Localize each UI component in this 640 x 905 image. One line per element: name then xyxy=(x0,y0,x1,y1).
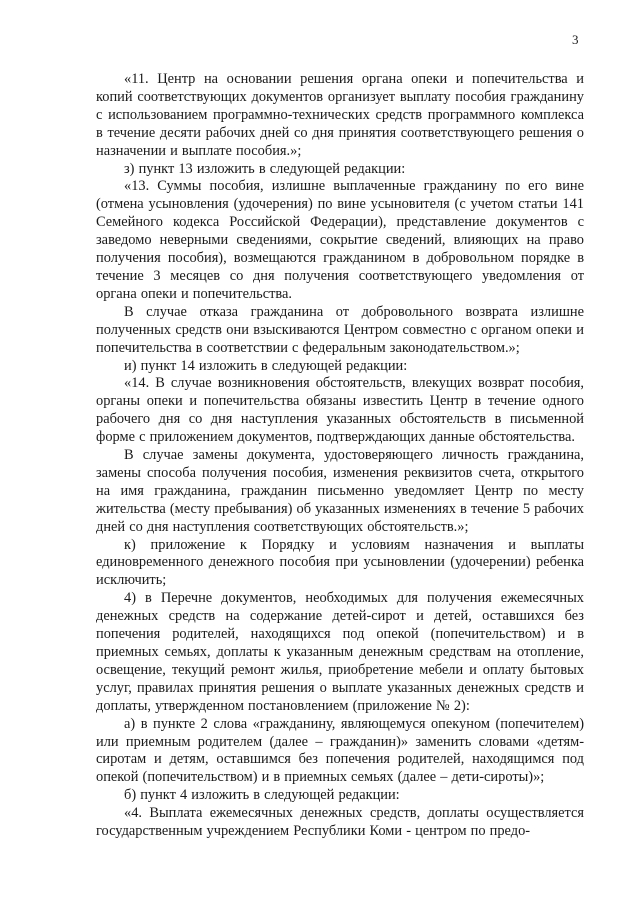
paragraph-subitem-b: б) пункт 4 изложить в следующей редакции: xyxy=(124,787,400,804)
paragraph-document-replacement: В случае замены документа, удостоверяющего личность гражданина, замены способа получения пособия, изменения реквизитов счета, открытого на имя гражданина, гражданин письменно уведомляет Центр по месту жительства (месту пребывания) об указанных изменениях в течение 5 рабочих дней со дня наступления соответствующих обстоятельств.»; xyxy=(96,447,584,535)
paragraph-item-4-payment: «4. Выплата ежемесячных денежных средств, доплаты осуществляется государственным учреждением Республики Коми - центром по предо- xyxy=(96,805,584,840)
paragraph-item-11: «11. Центр на основании решения органа опеки и попечительства и копий соответствующих документов организует выплату пособия гражданину с использованием программно-технических средств программного комплекса в течение десяти рабочих дней со дня принятия соответствующего решения о назначении и выплате пособия.»; xyxy=(96,71,584,159)
document-body xyxy=(96,71,584,841)
paragraph-item-4-list: 4) в Перечне документов, необходимых для получения ежемесячных денежных средств на содержание детей-сирот и детей, оставшихся без попечения родителей, находящихся под опекой (попечительством) и в приемных семьях, доплаты к указанным денежным средствам на отопление, освещение, текущий ремонт жилья, приобретение мебели и оплату бытовых услуг, правилах принятия решения о выплате указанных денежных средств и доплаты, утвержденном постановлением (приложение № 2): xyxy=(96,590,584,714)
paragraph-item-14: «14. В случае возникновения обстоятельств, влекущих возврат пособия, органы опеки и попечительства обязаны известить Центр в течение одного рабочего дня со дня наступления указанных обстоятельств в письменной форме с приложением документов, подтверждающих данные обстоятельства. xyxy=(96,375,584,446)
paragraph-subitem-z: з) пункт 13 изложить в следующей редакции: xyxy=(124,160,406,177)
paragraph-item-13: «13. Суммы пособия, излишне выплаченные гражданину по его вине (отмена усыновления (удочерения) по вине усыновителя (с учетом статьи 141 Семейного кодекса Российской Федерации), представление документов с заведомо неверными сведениями, сокрытие сведений, влияющих на право получения пособия), возмещаются гражданином в добровольном порядке в течение 3 месяцев со дня получения соответствующего уведомления от органа опеки и попечительства. xyxy=(96,178,584,302)
paragraph-subitem-k: к) приложение к Порядку и условиям назначения и выплаты единовременного денежного пособия при усыновлении (удочерении) ребенка исключить; xyxy=(96,536,584,589)
page-number: 3 xyxy=(572,32,579,47)
paragraph-refusal-return: В случае отказа гражданина от добровольного возврата излишне полученных средств они взыскиваются Центром совместно с органом опеки и попечительства в соответствии с федеральным законодательством.»; xyxy=(96,303,584,356)
paragraph-subitem-i: и) пункт 14 изложить в следующей редакции: xyxy=(124,357,408,374)
paragraph-subitem-a: а) в пункте 2 слова «гражданину, являющемуся опекуном (попечителем) или приемным родителем (далее – гражданин)» заменить словами «детям-сиротам и детям, оставшимся без попечения родителей, находящимся под опекой (попечительством) и в приемных семьях (далее – дети-сироты)»; xyxy=(96,715,584,786)
